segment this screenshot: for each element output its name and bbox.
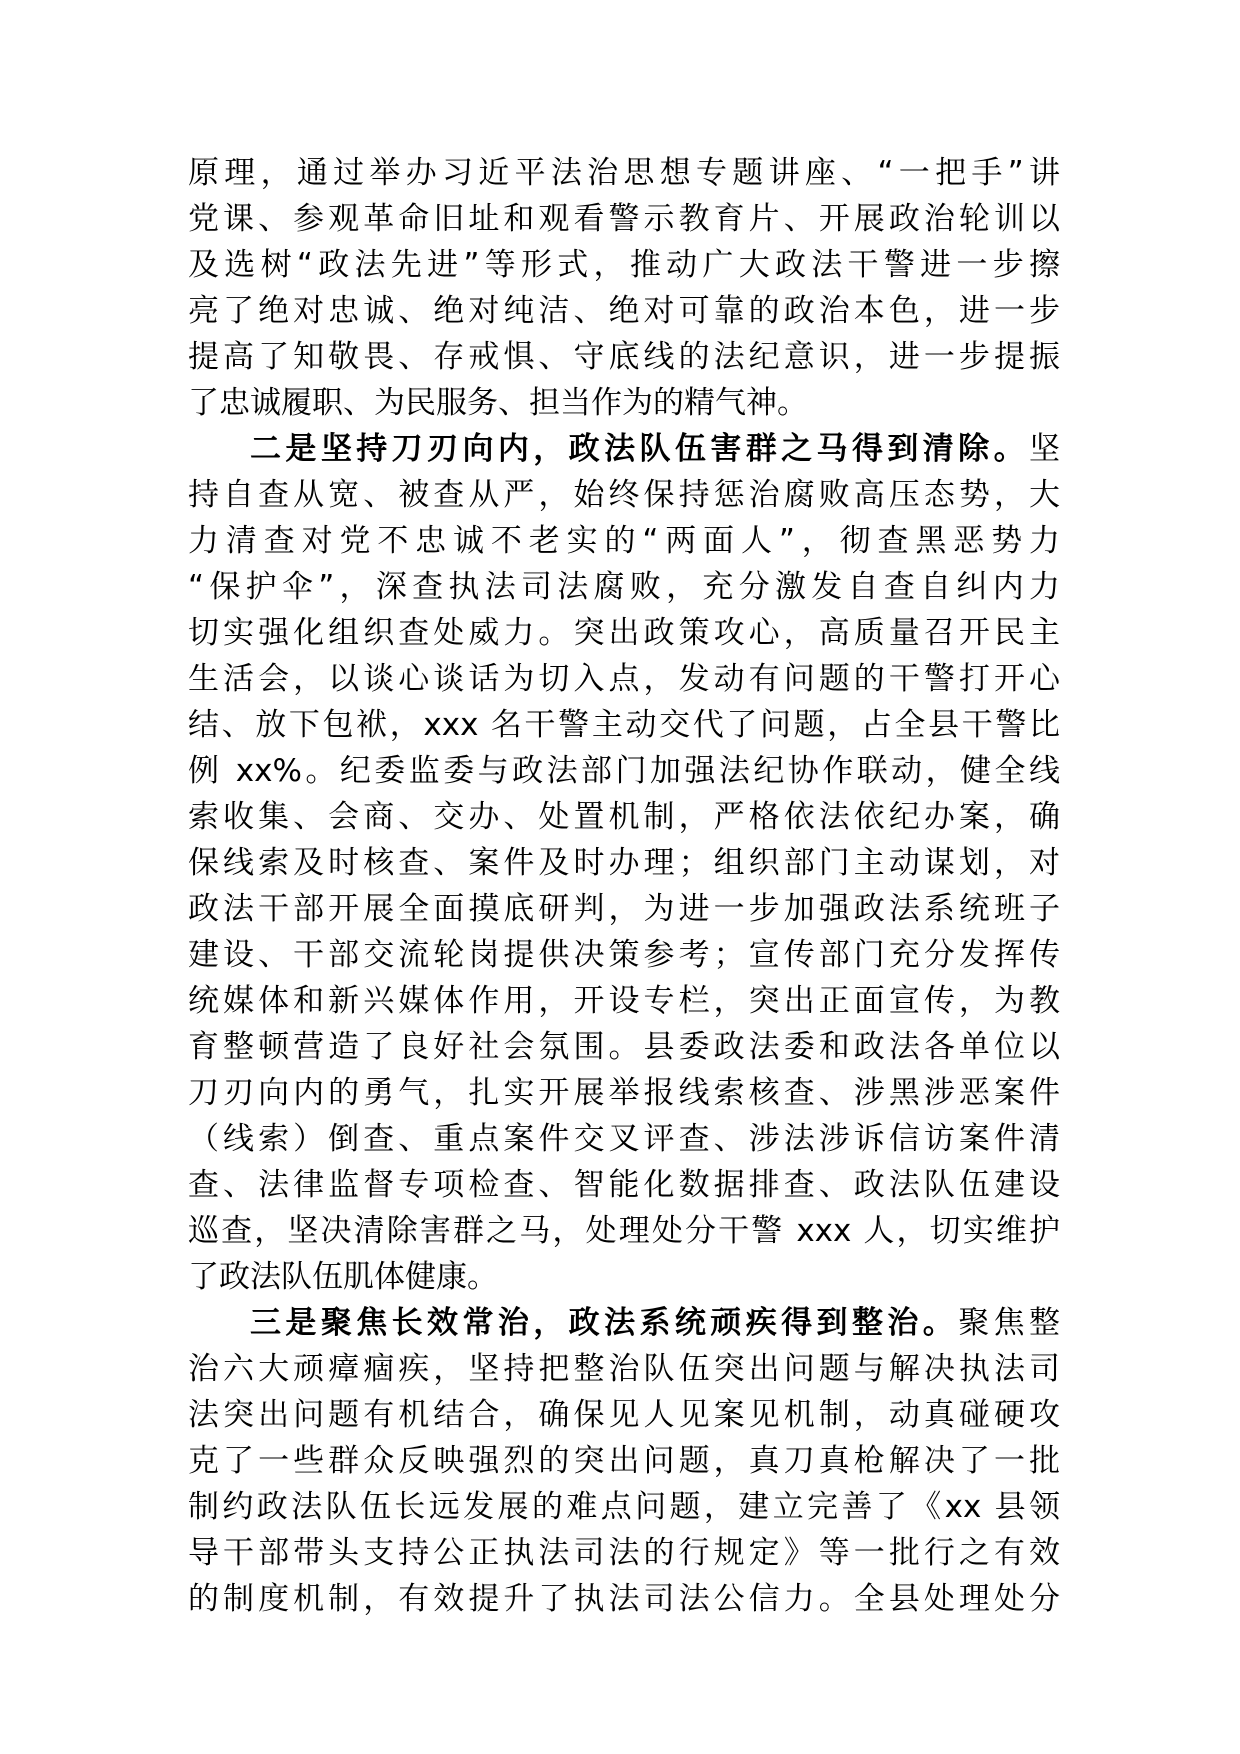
text-line: 提高了知敬畏、存戒惧、守底线的法纪意识，进一步提振 (188, 339, 1060, 375)
text-line: 克了一些群众反映强烈的突出问题，真刀真枪解决了一批 (188, 1443, 1060, 1479)
paragraph-first-line (188, 426, 1060, 472)
text-line: 结、放下包袱，xxx 名干警主动交代了问题，占全县干警比 (188, 707, 1060, 743)
text-line: 保线索及时核查、案件及时办理；组织部门主动谋划，对 (188, 845, 1060, 881)
paragraph-3 (188, 1300, 1060, 1622)
text-line: 刀刃向内的勇气，扎实开展举报线索核查、涉黑涉恶案件 (188, 1075, 1060, 1111)
paragraph-heading: 二是坚持刀刃向内，政法队伍害群之马得到清除。 (250, 431, 1029, 467)
text-line: 切实强化组织查处威力。突出政策攻心，高质量召开民主 (188, 615, 1060, 651)
text-line: 例 xx%。纪委监委与政法部门加强法纪协作联动，健全线 (188, 753, 1060, 789)
paragraph-heading: 三是聚焦长效常治，政法系统顽疾得到整治。 (250, 1305, 959, 1341)
text-line: 的制度机制，有效提升了执法司法公信力。全县处理处分 (188, 1581, 1060, 1617)
text-line: 索收集、会商、交办、处置机制，严格依法依纪办案，确 (188, 799, 1060, 835)
text-line: 及选树“政法先进”等形式，推动广大政法干警进一步擦 (188, 247, 1060, 283)
text-fragment: 聚焦整 (958, 1305, 1061, 1341)
paragraph-2 (188, 426, 1060, 1300)
text-line: 导干部带头支持公正执法司法的行规定》等一批行之有效 (188, 1535, 1060, 1571)
text-line: 政法干部开展全面摸底研判，为进一步加强政法系统班子 (188, 891, 1060, 927)
text-line: 巡查，坚决清除害群之马，处理处分干警 xxx 人，切实维护 (188, 1213, 1060, 1249)
text-line: 统媒体和新兴媒体作用，开设专栏，突出正面宣传，为教 (188, 983, 1060, 1019)
paragraph-first-line (188, 1300, 1060, 1346)
text-line: （线索）倒查、重点案件交叉评查、涉法涉诉信访案件清 (188, 1121, 1060, 1157)
document-page (188, 150, 1060, 1622)
text-line: 治六大顽瘴痼疾，坚持把整治队伍突出问题与解决执法司 (188, 1351, 1060, 1387)
text-line: 查、法律监督专项检查、智能化数据排查、政法队伍建设 (188, 1167, 1060, 1203)
text-line: 制约政法队伍长远发展的难点问题，建立完善了《xx 县领 (188, 1489, 1060, 1525)
text-line: 了忠诚履职、为民服务、担当作为的精气神。 (188, 385, 808, 421)
text-fragment: 坚 (1029, 431, 1060, 467)
text-line: 法突出问题有机结合，确保见人见案见机制，动真碰硬攻 (188, 1397, 1060, 1433)
text-line: 党课、参观革命旧址和观看警示教育片、开展政治轮训以 (188, 201, 1060, 237)
text-line: 原理，通过举办习近平法治思想专题讲座、“一把手”讲 (188, 155, 1060, 191)
text-line: 建设、干部交流轮岗提供决策参考；宣传部门充分发挥传 (188, 937, 1060, 973)
text-line: 生活会，以谈心谈话为切入点，发动有问题的干警打开心 (188, 661, 1060, 697)
text-line: 了政法队伍肌体健康。 (188, 1259, 498, 1295)
text-line: 亮了绝对忠诚、绝对纯洁、绝对可靠的政治本色，进一步 (188, 293, 1060, 329)
text-line: “保护伞”，深查执法司法腐败，充分激发自查自纠内力 (188, 569, 1060, 605)
paragraph-1 (188, 150, 1060, 426)
text-line: 持自查从宽、被查从严，始终保持惩治腐败高压态势，大 (188, 477, 1060, 513)
text-line: 力清查对党不忠诚不老实的“两面人”，彻查黑恶势力 (188, 523, 1060, 559)
text-line: 育整顿营造了良好社会氛围。县委政法委和政法各单位以 (188, 1029, 1060, 1065)
